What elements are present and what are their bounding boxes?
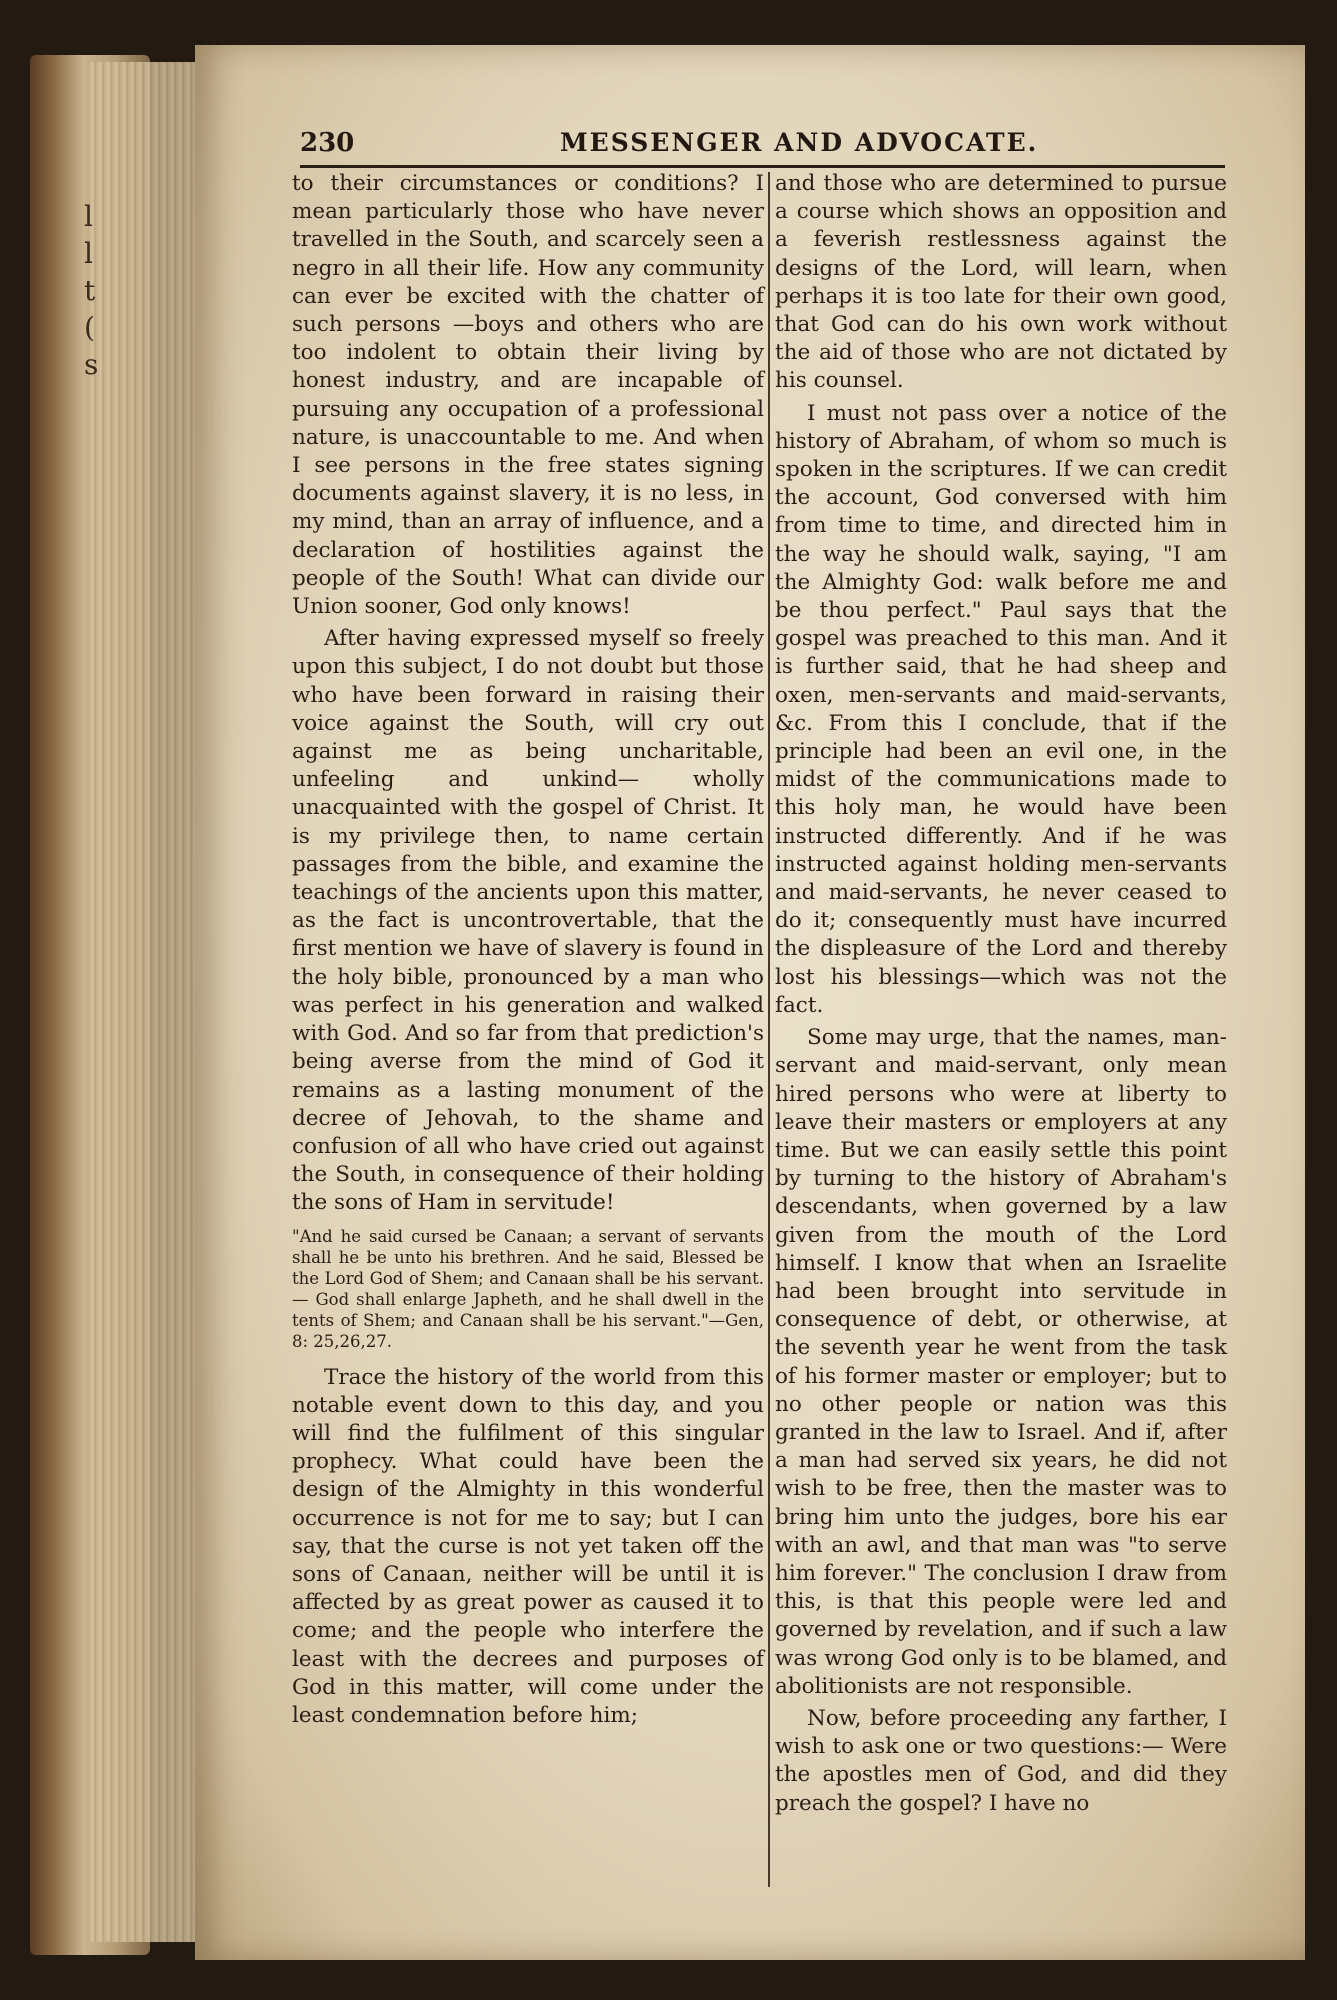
right-column xyxy=(775,170,1227,1818)
fragment: ( xyxy=(84,311,95,344)
fragment: s xyxy=(84,348,99,381)
scripture-quote: "And he said cursed be Canaan; a servant of servants shall he be unto his brethren. And he said, Blessed be the Lord God of Shem; and Canaan shall be his servant.— God shall enlarge Japheth, and he shall dwell in the tents of Shem; and Canaan shall be his servant."—Gen, 8: 25,26,27. xyxy=(292,1226,764,1351)
previous-page-fragments xyxy=(84,198,108,383)
paragraph: I must not pass over a notice of the history of Abraham, of whom so much is spoken in the scriptures. If we can credit the account, God conversed with him from time to time, and directed him in the way he should walk, saying, "I am the Almighty God: walk before me and be thou perfect." Paul says that the gospel was preached to this man. And it is further said, that he had sheep and oxen, men-servants and maid-servants, &c. From this I conclude, that if the principle had been an evil one, in the midst of the communications made to this holy man, he would have been instructed differently. And if he was instructed against holding men-servants and maid-servants, he never ceased to do it; consequently must have incurred the displeasure of the Lord and thereby lost his blessings—which was not the fact. xyxy=(775,400,1227,1018)
column-divider xyxy=(768,172,770,1887)
paragraph: After having expressed myself so freely upon this subject, I do not doubt but those who have been forward in raising their voice against the South, will cry out against me as being uncharitable, unfeeling and unkind— wholly unacquainted with the gospel of Christ. It is my privilege then, to name certain passages from the bible, and examine the teachings of the ancients upon this matter, as the fact is uncontrovertable, that the first mention we have of slavery is found in the holy bible, pronounced by a man who was perfect in his generation and walked with God. And so far from that prediction's being averse from the mind of God it remains as a lasting monument of the decree of Jehovah, to the shame and confusion of all who have cried out against the South, in consequence of their holding the sons of Ham in servitude! xyxy=(292,626,764,1216)
fragment: t xyxy=(84,274,96,307)
page-number: 230 xyxy=(300,128,355,158)
paragraph: to their circumstances or conditions? I mean particularly those who have never travelled in the South, and scarcely seen a negro in all their life. How any community can ever be excited with the chatter of such persons —boys and others who are too indolent to obtain their living by honest industry, and are incapable of pursuing any occupation of a professional nature, is unaccountable to me. And when I see persons in the free states signing documents against slavery, it is no less, in my mind, than an array of influence, and a declaration of hostilities against the people of the South! What can divide our Union sooner, God only knows! xyxy=(292,171,764,620)
paragraph: Trace the history of the world from this notable event down to this day, and you will find the fulfilment of this singular prophecy. What could have been the design of the Almighty in this wonderful occurrence is not for me to say; but I can say, that the curse is not yet taken off the sons of Canaan, neither will be until it is affected by as great power as caused it to come; and the people who interfere the least with the decrees and purposes of God in this matter, will come under the least condemnation before him; xyxy=(292,1364,764,1728)
fragment: l xyxy=(84,200,93,233)
running-header xyxy=(300,128,1225,168)
header-rule xyxy=(300,165,1225,168)
left-column xyxy=(292,170,764,1730)
paragraph: Now, before proceeding any farther, I wish to ask one or two questions:— Were the apostles men of God, and did they preach the gospel? I have no xyxy=(775,1705,1227,1816)
paragraph: Some may urge, that the names, man-servant and maid-servant, only mean hired persons who were at liberty to leave their masters or employers at any time. But we can easily settle this point by turning to the history of Abraham's descendants, when governed by a law given from the mouth of the Lord himself. I know that when an Israelite had been brought into servitude in consequence of debt, or otherwise, at the seventh year he went from the task of his former master or employer; but to no other people or nation was this granted in the law to Israel. And if, after a man had served six years, he did not wish to be free, then the master was to bring him unto the judges, bore his ear with an awl, and that man was "to serve him forever." The conclusion I draw from this, is that this people were led and governed by revelation, and if such a law was wrong God only is to be blamed, and abolitionists are not responsible. xyxy=(775,1025,1227,1699)
fragment: l xyxy=(84,237,93,270)
paragraph: and those who are determined to pursue a course which shows an opposition and a feverish restlessness against the designs of the Lord, will learn, when perhaps it is too late for their own good, that God can do his own work without the aid of those who are not dictated by his counsel. xyxy=(775,171,1227,394)
journal-title: MESSENGER AND ADVOCATE. xyxy=(560,128,1039,157)
